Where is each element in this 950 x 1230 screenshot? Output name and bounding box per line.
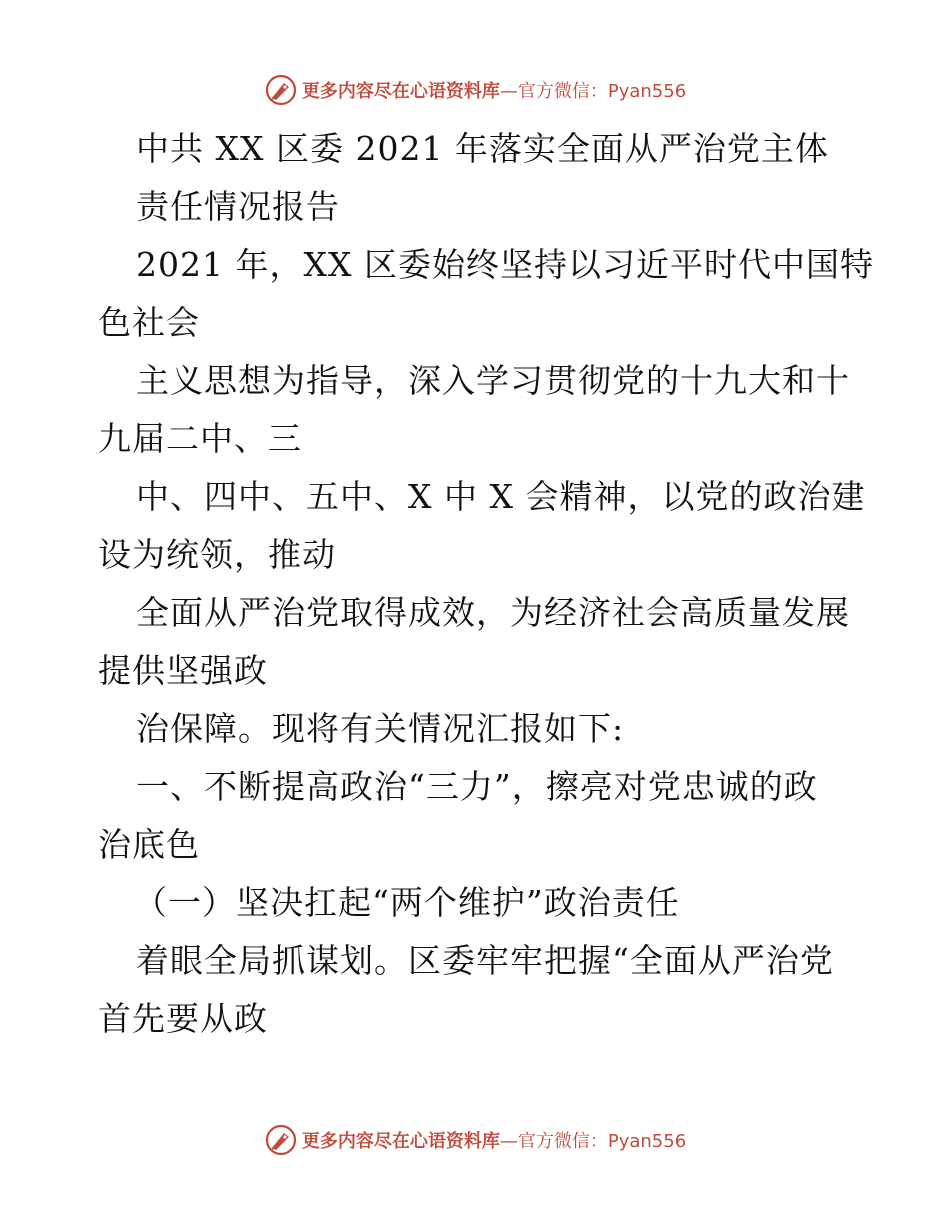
document-body (98, 120, 874, 1048)
paragraph-line: 2021 年，XX 区委始终坚持以习近平时代中国特 (136, 245, 874, 284)
banner-title: 更多内容尽在心语资料库 (301, 1131, 500, 1152)
paragraph-line: 主义思想为指导，深入学习贯彻党的十九大和十 (136, 361, 850, 400)
title-line-2: 责任情况报告 (136, 187, 340, 226)
paragraph-line: 首先要从政 (98, 999, 268, 1038)
banner-wechat: —官方微信：Pyan556 (499, 1131, 687, 1152)
paragraph-line: 九届二中、三 (98, 419, 302, 458)
section-heading-line: 一、不断提高政治“三力”，擦亮对党忠诚的政 (136, 767, 818, 806)
section-heading-line: 治底色 (98, 825, 200, 864)
paragraph-line: 提供坚强政 (98, 651, 268, 690)
pen-nib-logo-icon (264, 1123, 298, 1157)
paragraph-line: 着眼全局抓谋划。区委牢牢把握“全面从严治党 (136, 941, 834, 980)
paragraph-line: 设为统领，推动 (98, 535, 336, 574)
subsection-heading: （一）坚决扛起“两个维护”政治责任 (134, 883, 680, 922)
paragraph-line: 中、四中、五中、X 中 X 会精神，以党的政治建 (136, 477, 866, 516)
title-line-1: 中共 XX 区委 2021 年落实全面从严治党主体 (136, 129, 829, 168)
banner-wechat: —官方微信：Pyan556 (499, 81, 687, 102)
paragraph-line: 治保障。现将有关情况汇报如下: (136, 709, 625, 748)
banner-title: 更多内容尽在心语资料库 (301, 81, 500, 102)
pen-nib-logo-icon (264, 73, 298, 107)
paragraph-line: 全面从严治党取得成效，为经济社会高质量发展 (136, 593, 850, 632)
paragraph-line: 色社会 (98, 303, 200, 342)
header-watermark-banner (0, 70, 950, 110)
footer-watermark-banner (0, 1120, 950, 1160)
